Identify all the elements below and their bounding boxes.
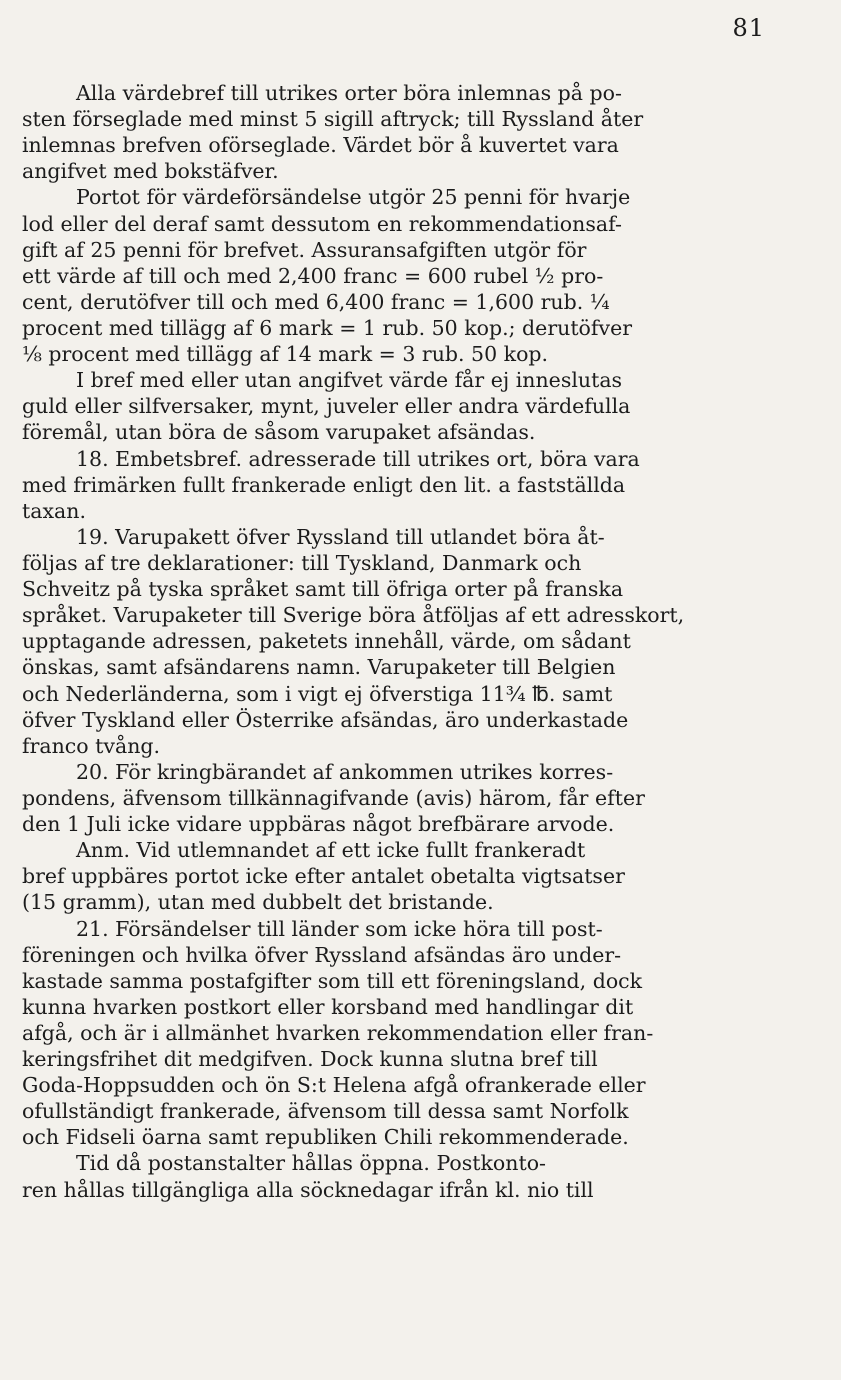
text-line: Anm. Vid utlemnandet af ett icke fullt frankeradt xyxy=(76,838,586,863)
text-line: språket. Varupaketer till Sverige böra åtföljas af ett adresskort, xyxy=(22,603,685,628)
text-line: 18. Embetsbref. adresserade till utrikes ort, böra vara xyxy=(76,446,640,471)
text-line: ren hållas tillgängliga alla söcknedagar ifrån kl. nio till xyxy=(22,1177,594,1202)
text-line: 20. För kringbärandet af ankommen utrikes korres- xyxy=(76,759,614,784)
text-line: följas af tre deklarationer: till Tyskland, Danmark och xyxy=(22,550,582,575)
text-line: ⅛ procent med tillägg af 14 mark = 3 rub. 50 kop. xyxy=(22,342,549,367)
text-line: pondens, äfvensom tillkännagifvande (avis) härom, får efter xyxy=(22,785,645,810)
text-line: cent, derutöfver till och med 6,400 franc = 1,600 rub. ¼ xyxy=(22,289,610,314)
text-line: lod eller del deraf samt dessutom en rekommendationsaf- xyxy=(22,211,622,236)
text-line: öfver Tyskland eller Österrike afsändas, äro underkastade xyxy=(22,707,629,732)
text-line: upptagande adressen, paketets innehåll, värde, om sådant xyxy=(22,629,631,654)
text-line: sten förseglade med minst 5 sigill aftryck; till Ryssland åter xyxy=(22,107,644,132)
text-line: gift af 25 penni för brefvet. Assuransafgiften utgör för xyxy=(22,237,587,262)
text-line: procent med tillägg af 6 mark = 1 rub. 50 kop.; derutöfver xyxy=(22,315,632,340)
text-line: I bref med eller utan angifvet värde får ej inneslutas xyxy=(76,368,623,393)
text-line: keringsfrihet dit medgifven. Dock kunna slutna bref till xyxy=(22,1047,598,1072)
text-line: och Nederländerna, som i vigt ej öfverstiga 11¾ ℔. samt xyxy=(22,681,613,706)
text-line: angifvet med bokstäfver. xyxy=(22,159,279,184)
text-line: (15 gramm), utan med dubbelt det bristande. xyxy=(22,890,494,915)
text-line: önskas, samt afsändarens namn. Varupaketer till Belgien xyxy=(22,655,616,680)
text-line: guld eller silfversaker, mynt, juveler eller andra värdefulla xyxy=(22,394,631,419)
text-line: franco tvång. xyxy=(22,733,161,758)
text-line: 21. Försändelser till länder som icke höra till post- xyxy=(76,916,603,941)
text-line: Tid då postanstalter hållas öppna. Postkonto- xyxy=(76,1151,546,1176)
text-line: afgå, och är i allmänhet hvarken rekommendation eller fran- xyxy=(22,1020,654,1045)
text-line: Schveitz på tyska språket samt till öfriga orter på franska xyxy=(22,577,624,602)
text-line: ofullständigt frankerade, äfvensom till dessa samt Norfolk xyxy=(22,1099,629,1124)
body-text xyxy=(22,80,822,1203)
text-line: föreningen och hvilka öfver Ryssland afsändas äro under- xyxy=(22,942,622,967)
text-line: och Fidseli öarna samt republiken Chili rekommenderade. xyxy=(22,1125,629,1150)
text-line: bref uppbäres portot icke efter antalet obetalta vigtsatser xyxy=(22,864,625,889)
page-number: 81 xyxy=(732,14,765,42)
text-line: inlemnas brefven oförseglade. Värdet bör å kuvertet vara xyxy=(22,133,619,158)
text-line: föremål, utan böra de såsom varupaket afsändas. xyxy=(22,420,536,445)
text-line: kastade samma postafgifter som till ett föreningsland, dock xyxy=(22,968,643,993)
text-line: Portot för värdeförsändelse utgör 25 penni för hvarje xyxy=(76,185,631,210)
text-line: Goda-Hoppsudden och ön S:t Helena afgå ofrankerade eller xyxy=(22,1073,646,1098)
text-line: ett värde af till och med 2,400 franc = 600 rubel ½ pro- xyxy=(22,263,604,288)
text-line: med frimärken fullt frankerade enligt den lit. a fastställda xyxy=(22,472,626,497)
text-line: taxan. xyxy=(22,498,86,523)
text-line: kunna hvarken postkort eller korsband med handlingar dit xyxy=(22,994,634,1019)
text-line: Alla värdebref till utrikes orter böra inlemnas på po- xyxy=(76,81,622,105)
text-line: den 1 Juli icke vidare uppbäras något brefbärare arvode. xyxy=(22,812,615,837)
text-line: 19. Varupakett öfver Ryssland till utlandet böra åt- xyxy=(76,524,605,549)
